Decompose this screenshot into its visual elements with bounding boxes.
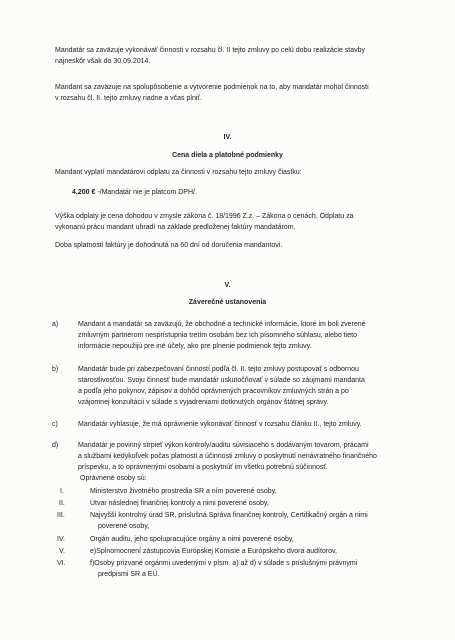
intro-p1-line1: Mandatár sa zaväzuje vykonávať činnosti v rozsahu čl. II tejto zmluvy po celú dobu realizácie stavby bbox=[55, 47, 365, 54]
item-c-line1: Mandatár vyhlasuje, že má oprávnenie vykonávať činnosť v rozsahu článku II., tejto zmluvy. bbox=[78, 421, 362, 428]
item-b-marker: b) bbox=[52, 366, 59, 373]
sub-item-3-number: III. bbox=[57, 512, 65, 519]
sub-item-6-text-cont: predpismi SR a EÚ. bbox=[98, 571, 160, 578]
section5-title: Záverečné ustanovenia bbox=[188, 299, 267, 306]
item-d-marker: d) bbox=[52, 442, 59, 449]
section4-p1: Mandant vyplatí mandatárovi odplatu za činnosti v rozsahu tejto zmluvy čiastku: bbox=[55, 169, 302, 176]
item-b-line4: vzájomnej konzultácii v súlade s vyjadreniami dotknutých orgánov štátnej správy. bbox=[78, 399, 329, 406]
intro-p2-line2: v rozsahu čl. II. tejto zmluvy riadne a včas plniť. bbox=[55, 95, 202, 102]
sub-item-2-text: Útvar následnej finančnej kontroly a nimi poverené osoby, bbox=[90, 500, 269, 507]
section4-p2-line2: vykonanú prácu mandant uhradí na základe predloženej faktúry mandatárom. bbox=[55, 224, 296, 231]
sub-item-5-text: e)Splnomocnení zástupcovia Európskej Komisie a Európskeho dvora audítorov, bbox=[90, 548, 337, 555]
item-d-line1: Mandatár je povinný strpieť výkon kontroly/auditu súvisiaceho s dodávaným tovarom, prácami bbox=[78, 442, 369, 449]
item-b-line1: Mandatár bude pri zabezpečovaní činností podľa čl. II. tejto zmluvy postupovať s odbornou bbox=[78, 366, 359, 373]
item-a-line3: informácie nepoužijú pre iné účely, ako pre plnenie podmienok tejto zmluvy. bbox=[78, 343, 312, 350]
sub-item-6-text: f)Osoby prizvané orgánmi uvedenými v písm. a) až d) v súlade s príslušnými právnymi bbox=[90, 560, 358, 567]
section4-amount: 4,200 € -/Mandatár nie je platcom DPH/. bbox=[72, 189, 197, 196]
section5-number: V. bbox=[224, 282, 231, 289]
item-b-line2: starostlivosťou. Svoju činnosť bude mandatár uskutočňovať v súlade so záujmami mandanta bbox=[78, 377, 365, 384]
sub-item-4-number: IV. bbox=[57, 536, 65, 543]
sub-item-4-text: Orgán auditu, jeho spolupracujúce orgány a nimi poverené osoby, bbox=[90, 536, 294, 543]
item-d-line4: Oprávnené osoby sú: bbox=[80, 475, 147, 482]
intro-p2-line1: Mandant sa zaväzuje na spolupôsobenie a vytvorenie podmienok na to, aby mandatár mohol činnosti bbox=[55, 84, 369, 91]
item-d-line3: príspevku, a to oprávnenými osobami a poskytnúť im všetku potrebnú súčinnosť. bbox=[78, 464, 328, 471]
sub-item-3-text-cont: poverené osoby, bbox=[98, 523, 150, 530]
section4-p3: Doba splatnosti faktúry je dohodnutá na 60 dní od doručenia mandantovi. bbox=[55, 242, 283, 249]
intro-p1-line2: najneskôr však do 30.09.2014. bbox=[55, 58, 151, 65]
item-a-line2: zmluvným partnerom nesprístupnia tretím osobám bez ich písomného súhlasu, alebo tieto bbox=[78, 332, 357, 339]
section4-number: IV. bbox=[223, 134, 232, 141]
section4-p2-line1: Výška odplaty je cena dohodou v zmysle zákona č. 18/1996 Z.z. – Zákona o cenách. Odplatu za bbox=[55, 213, 354, 220]
sub-item-1-text: Ministerstvo životného prostredia SR a ním poverené osoby, bbox=[90, 488, 277, 495]
item-c-marker: c) bbox=[52, 421, 58, 428]
item-a-line1: Mandant a mandatár sa zaväzujú, že obchodné a technické informácie, ktoré im boli zverené bbox=[78, 321, 366, 328]
item-b-line3: a podľa jeho pokynov, zápisov a dohôd oprávnených pracovníkov zmluvných strán a po bbox=[78, 388, 349, 395]
sub-item-2-number: II. bbox=[59, 500, 65, 507]
sub-item-3-text: Najvyšší kontrolný úrad SR, príslušná Správa finančnej kontroly, Certifikačný orgán a nimi bbox=[90, 512, 368, 519]
sub-item-6-number: VI. bbox=[57, 560, 66, 567]
section4-title: Cena diela a platobné podmienky bbox=[172, 152, 283, 159]
sub-item-5-number: V. bbox=[59, 548, 65, 555]
item-a-marker: a) bbox=[52, 321, 59, 328]
sub-item-1-number: I. bbox=[60, 488, 64, 495]
item-d-line2: a službami kedykoľvek počas platnosti a účinnosti zmluvy o poskytnutí nenávratného finančného bbox=[78, 453, 377, 460]
